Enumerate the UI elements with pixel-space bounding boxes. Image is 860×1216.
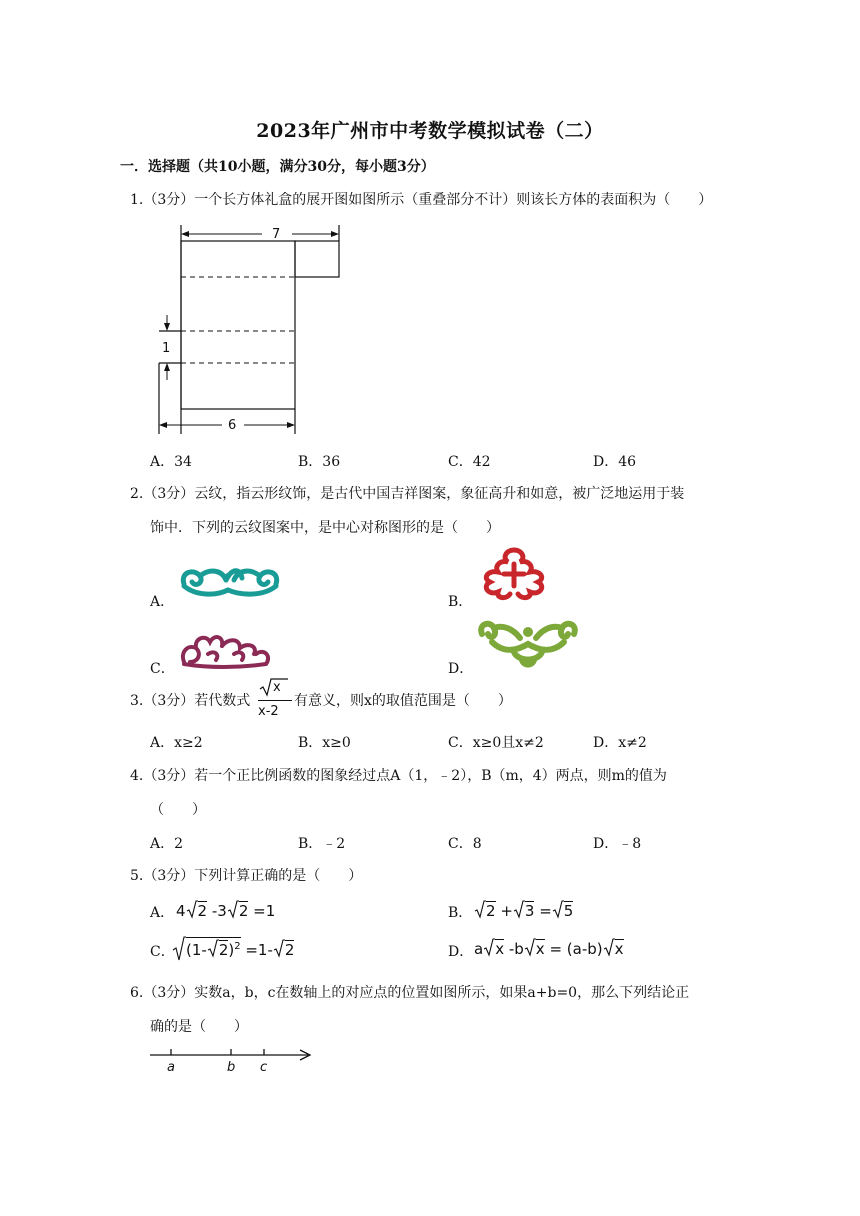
q5a-radical-2: [227, 900, 239, 920]
q5d-radical-2: [524, 938, 536, 958]
q5c-result-radicand: 2: [284, 941, 295, 959]
q5d-result: = (a-b): [544, 940, 603, 958]
q5a-coef: 4: [176, 902, 186, 920]
q5d-radical-1: [483, 938, 495, 958]
q5d-radical-3: [603, 938, 615, 958]
q5a-minus-term: -3: [207, 902, 227, 920]
q3-numerator: x: [273, 680, 281, 695]
q3-option-c[interactable]: C．x≥0且x≠2: [448, 735, 544, 751]
question-6-line-2: 确的是（ ）: [150, 1019, 248, 1035]
q5d-minus-term: -b: [504, 940, 524, 958]
q5b-radical-1: [474, 900, 486, 920]
q5d-radicand-1: x: [495, 940, 505, 958]
q6-point-c-label: c: [260, 1060, 268, 1075]
q5-option-b[interactable]: B．: [448, 905, 473, 921]
q5d-radicand-2: x: [535, 940, 545, 958]
q4-option-c[interactable]: C．8: [448, 836, 482, 852]
q5-expression-b: [474, 900, 573, 920]
q2-option-a[interactable]: A．: [150, 594, 175, 610]
q3-fraction: [258, 676, 292, 726]
q1-fig-label-side: 1: [162, 341, 171, 356]
q5b-radicand-3: 5: [563, 902, 574, 920]
q5b-equals: =: [534, 902, 552, 920]
page-title: 2023年广州市中考数学模拟试卷（二）: [256, 120, 604, 142]
q2-cloud-pattern-a: [176, 562, 286, 604]
q3-option-b[interactable]: B．x≥0: [298, 735, 351, 751]
question-2-line-2: 饰中．下列的云纹图案中，是中心对称图形的是（ ）: [150, 520, 500, 536]
q5c-radical-inner: [207, 939, 219, 959]
q6-number-line: [148, 1044, 318, 1076]
q5c-radical-outer: [172, 936, 186, 962]
q5d-coef-a: a: [474, 940, 484, 958]
question-6-line-1: 6.（3分）实数a，b，c在数轴上的对应点的位置如图所示，如果a+b=0，那么下列结论正: [130, 985, 690, 1001]
q3-denominator: x-2: [258, 704, 279, 719]
question-3-prefix: 3.（3分）若代数式: [130, 693, 251, 709]
q5c-result: =1-: [240, 941, 273, 959]
q1-option-d[interactable]: D．46: [593, 454, 637, 470]
q5b-radical-2: [513, 900, 525, 920]
q4-option-d[interactable]: D．﹣8: [593, 836, 642, 852]
q2-option-b[interactable]: B．: [448, 594, 473, 610]
q3-option-d[interactable]: D．x≠2: [593, 735, 647, 751]
q5c-exponent: 2: [234, 941, 241, 952]
q5b-radicand-1: 2: [486, 902, 496, 920]
question-4-line-2: （ ）: [150, 802, 206, 818]
q5-option-d[interactable]: D．: [448, 944, 474, 960]
q5d-radicand-3: x: [614, 940, 624, 958]
q5-expression-a: [176, 900, 275, 920]
q5c-inner-radicand: 2: [218, 941, 229, 959]
q1-fig-label-bottom: 6: [228, 418, 237, 433]
question-2-line-1: 2.（3分）云纹，指云形纹饰，是古代中国吉祥图案，象征高升和如意，被广泛地运用于装: [130, 486, 685, 502]
q2-cloud-pattern-b: [476, 546, 552, 602]
q5c-inner-open: (1-: [186, 941, 207, 959]
q5c-inner-close: ): [228, 941, 235, 959]
q5-option-c[interactable]: C．: [150, 944, 175, 960]
q2-cloud-pattern-d: [474, 616, 582, 668]
q5b-plus: +: [495, 902, 513, 920]
q6-point-b-label: b: [227, 1060, 236, 1075]
q2-cloud-pattern-c: [178, 624, 274, 670]
question-4-line-1: 4.（3分）若一个正比例函数的图象经过点A（1，﹣2），B（m，4）两点，则m的值为: [130, 768, 667, 784]
q5c-radical-result: [273, 939, 285, 959]
question-5-text: 5.（3分）下列计算正确的是（ ）: [130, 868, 363, 884]
q2-option-d[interactable]: D．: [448, 661, 474, 677]
q5a-radicand-2: 2: [238, 902, 249, 920]
question-3-suffix: 有意义，则x的取值范围是（ ）: [294, 693, 512, 709]
q5b-radical-3: [552, 900, 564, 920]
q3-fraction-bar: [258, 700, 292, 701]
q3-option-a[interactable]: A．x≥2: [150, 735, 203, 751]
q5-option-a[interactable]: A．: [150, 905, 175, 921]
q4-option-b[interactable]: B．﹣2: [298, 836, 346, 852]
q6-point-a-label: a: [167, 1060, 175, 1075]
q1-option-b[interactable]: B．36: [298, 454, 341, 470]
q2-option-c[interactable]: C．: [150, 661, 175, 677]
q1-option-c[interactable]: C．42: [448, 454, 491, 470]
q5a-result: =1: [248, 902, 276, 920]
q5-expression-d: [474, 938, 624, 958]
q1-option-a[interactable]: A．34: [150, 454, 192, 470]
q5b-radicand-2: 3: [524, 902, 535, 920]
q5-expression-c: [172, 936, 294, 962]
q1-net-figure: [150, 220, 350, 440]
q5a-radicand-1: 2: [197, 902, 208, 920]
question-1-text: 1.（3分）一个长方体礼盒的展开图如图所示（重叠部分不计）则该长方体的表面积为（ ）: [130, 192, 713, 208]
q5a-radical-1: [186, 900, 198, 920]
section-heading: 一．选择题（共10小题，满分30分，每小题3分）: [120, 159, 435, 175]
q4-option-a[interactable]: A．2: [150, 836, 184, 852]
q1-fig-label-top: 7: [272, 227, 281, 242]
